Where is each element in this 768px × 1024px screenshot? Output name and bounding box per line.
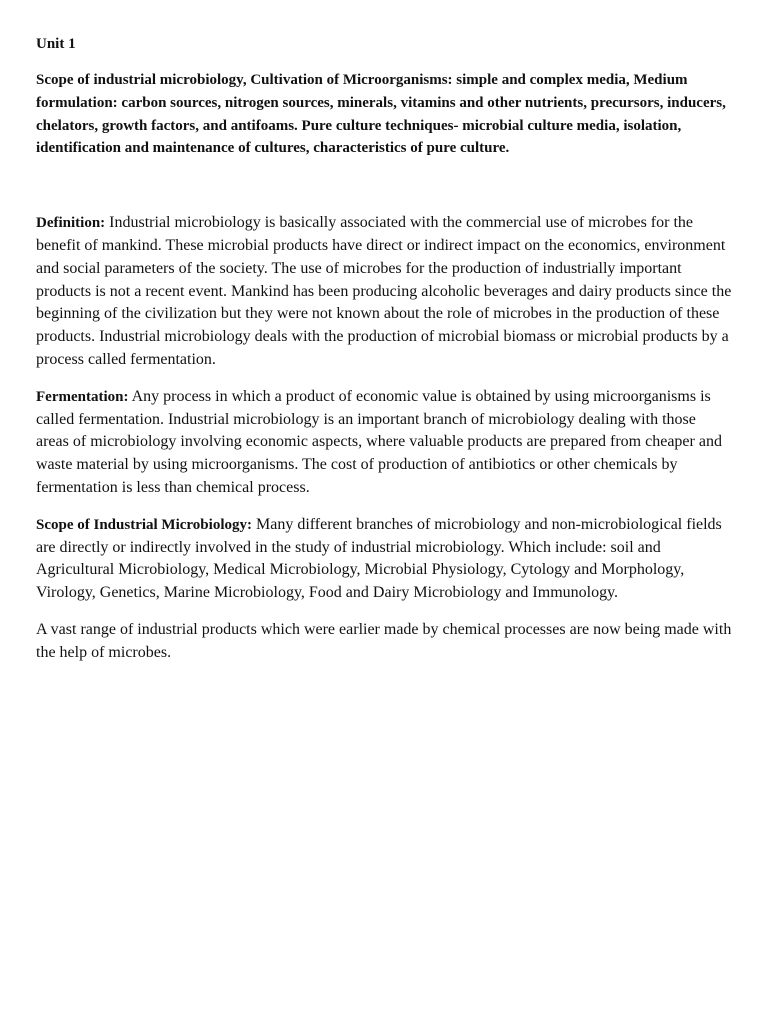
fermentation-text: Any process in which a product of economic value is obtained by using microorganisms is called fermentation. Industrial microbiology is an important branch of microbiology dealing with those areas of microbiology involving economic aspects, where valuable products are prepared from cheaper and waste material by using microorganisms. The cost of production of antibiotics or other chemicals by fermentation is less than chemical process.: [36, 387, 722, 496]
fermentation-paragraph: [36, 386, 732, 500]
syllabus-summary: Scope of industrial microbiology, Cultivation of Microorganisms: simple and complex media, Medium formulation: carbon sources, nitrogen sources, minerals, vitamins and other nutrients, precursors, inducers, chelators, growth factors, and antifoams. Pure culture techniques- microbial culture media, isolation, identification and maintenance of cultures, characteristics of pure culture.: [36, 72, 726, 157]
definition-paragraph: [36, 212, 732, 372]
fermentation-label: Fermentation:: [36, 388, 129, 405]
unit-title: Unit 1: [36, 36, 76, 52]
scope-label: Scope of Industrial Microbiology:: [36, 516, 252, 533]
definition-text: Industrial microbiology is basically associated with the commercial use of microbes for the benefit of mankind. These microbial products have direct or indirect impact on the economics, environment and social parameters of the society. The use of microbes for the production of industrially important products is not a recent event. Mankind has been producing alcoholic beverages and dairy products since the beginning of the civilization but they were not known about the role of microbes in the production of these products. Industrial microbiology deals with the production of microbial biomass or microbial products by a process called fermentation.: [36, 214, 732, 368]
definition-label: Definition:: [36, 215, 106, 232]
scope-paragraph: [36, 514, 732, 605]
closing-paragraph: A vast range of industrial products which were earlier made by chemical processes are now being made with the help of microbes.: [36, 620, 732, 661]
section-spacer: [36, 160, 732, 212]
scope-text: Many different branches of microbiology and non-microbiological fields are directly or indirectly involved in the study of industrial microbiology. Which include: soil and Agricultural Microbiology, Medical Microbiology, Microbial Physiology, Cytology and Morphology, Virology, Genetics, Marine Microbiology, Food and Dairy Microbiology and Immunology.: [36, 515, 722, 602]
